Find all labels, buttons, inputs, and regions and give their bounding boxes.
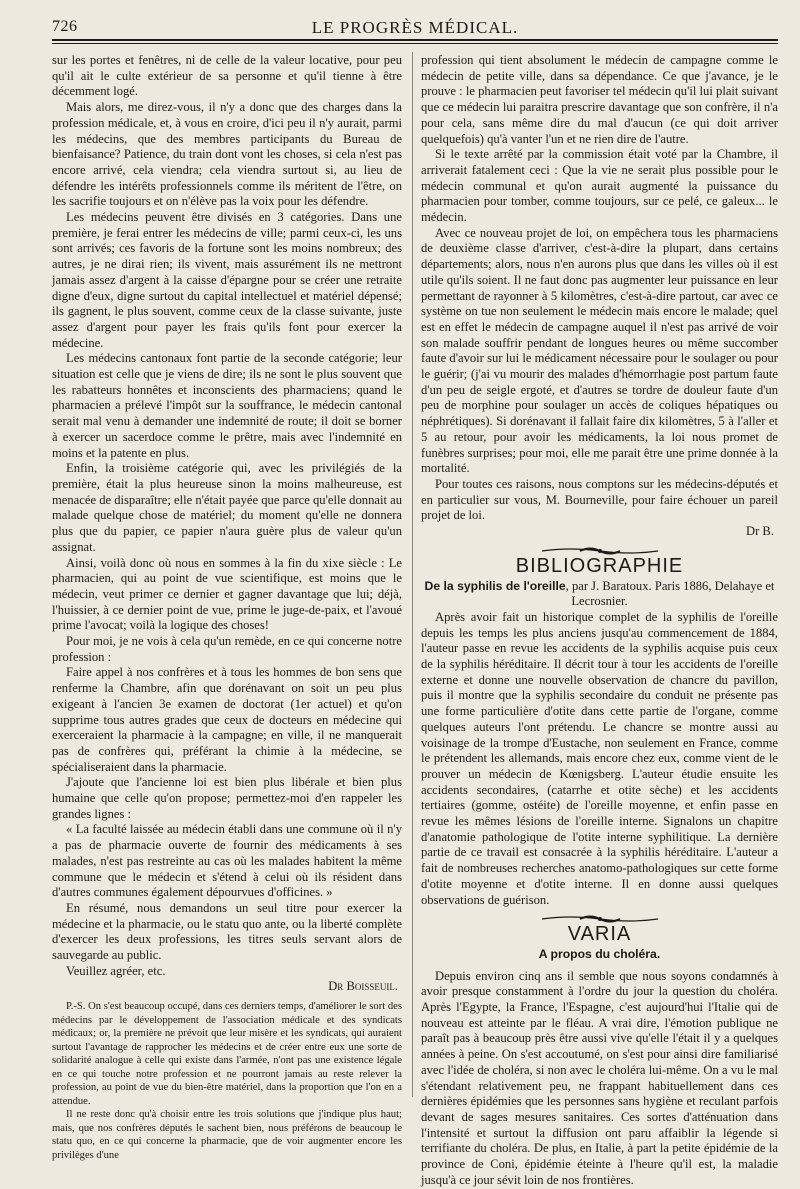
bibliography-entry-title: De la syphilis de l'oreille — [424, 578, 566, 593]
column-divider — [412, 52, 413, 1097]
article-subtitle: A propos du choléra. — [538, 946, 661, 961]
right-column — [421, 53, 778, 1189]
postscript — [52, 1000, 402, 1162]
paragraph: Pour toutes ces raisons, nous comptons sur les médecins-députés et en particulier sur vous, M. Bourneville, pour faire échouer un pareil projet de loi. — [421, 476, 778, 523]
header-rule-thin — [52, 43, 778, 44]
paragraph: Après avoir fait un historique complet de la syphilis de l'oreille depuis les temps les plus anciens jusqu'au commencement de 1884, l'auteur passe en revue les accidents de la syphilis acquise puis ceux de la syphilis héréditaire. Il décrit tour à tour les accidents de l'oreille externe et donne une nouvelle observation de chancre du pavillon, puis il montre que la syphilis secondaire du conduit ne présente pas une forme particulière d'otite dans cette partie de l'organe, comme quelques auteurs l'ont prétendu. Le chancre se montre aussi au voisinage de la trompe d'Eustache, non seulement en France, comme le prétendent les allemands, mais encore chez eux, comme vient de le prouver un médecin de Kœnigsberg. L'auteur étudie ensuite les accidents secondaires, (catarrhe et otite sèche) et les accidents tertiaires (gomme, ostéite) de l'oreille moyenne, et enfin passe en revue les mêmes lésions de l'oreille interne. Signalons un chapitre d'anatomie pathologique de l'otite interne syphilitique. La dernière partie de ce travail est consacrée à la syphilis héréditaire. L'auteur a fait de nombreuses recherches anatomo-pathologiques sur cette forme d'otite moyenne et d'otite interne. Il en donne aussi quelques observations de guérison. — [421, 609, 778, 907]
page-header — [52, 18, 778, 40]
paragraph: En résumé, nous demandons un seul titre pour exercer la médecine et la pharmacie, ou le statu quo ante, ou la liberté complète d'exercer les deux professions, les titres seuls servant alors de sauvegarde au public. — [52, 900, 402, 963]
paragraph: Les médecins peuvent être divisés en 3 catégories. Dans une première, je ferai entrer les médecins de ville; parmi ceux-ci, les uns sont arrivés; ces favoris de la fortune sont les moins nombreux; des autres, je ne dirai rien; ils vivent, mais assurément ils ne mettront jamais assez d'argent à la caisse d'épargne pour se créer une retraite digne d'eux, digne surtout du capital intellectuel et matériel dépensé; ils gagnent, le plus souvent, comme ceux de la classe suivante, juste assez d'argent pour payer les frais qu'ils font pour exercer la médecine. — [52, 210, 402, 350]
paragraph: Depuis environ cinq ans il semble que nous soyons condamnés à avoir presque constamment à l'ordre du jour la question du choléra. Après l'Egypte, la France, l'Espagne, c'est aujourd'hui l'Italie qui de nouveau est atteinte par le fléau. A vrai dire, l'émotion publique ne paraît pas à beaucoup près être aussi vive qu'elle l'était il y a quelques années à peine. On s'est accoutumé, on s'est pour ainsi dire familiarisé avec l'idée de choléra, si non avec le choléra lui-même. On a vu le mal s'étendant relativement peu, ne frappant habituellement dans ces dernières épidémies que les personnes sans hygiène et reculant parfois devant de sages mesures sanitaires. Ces sortes d'atténuation dans l'intensité et surtout la diffusion ont paru affaiblir la légende si terrifiante du choléra. De plus, en Italie, à part la petite épidémie de la province de Coni, épidémie éteinte à l'heure qu'il est, la maladie jusqu'à ce jour sévit loin de nos frontières. — [421, 968, 778, 1187]
bibliography-entry-heading — [421, 579, 778, 610]
paragraph: Ainsi, voilà donc où nous en sommes à la fin du xixe siècle : Le pharmacien, qui au point de vue scientifique, est moins que le médecin, veut primer ce dernier et gagner davantage que lui; déjà, l'huissier, à ce dernier point de vue, prime le juge-de-paix, et l'avoué prime l'avocat; voilà la logique des choses! — [52, 555, 402, 633]
running-title: LE PROGRÈS MÉDICAL. — [311, 18, 519, 37]
quotation: « La faculté laissée au médecin établi dans une commune où il n'y a pas de pharmacie ouverte de fournir des médicaments à ses malades, n'est pas restreinte au cas où les malades habitent la même commune que le médecin et s'étend à celui où ils résident dans d'autres communes également dépourvues d'officines. » — [52, 822, 402, 900]
page-number: 726 — [52, 18, 78, 35]
ornament-divider-icon — [421, 545, 778, 555]
paragraph: Les médecins cantonaux font partie de la seconde catégorie; leur situation est celle que je viens de dire; ils ne sont le plus souvent que les rabatteurs honnêtes et inconscients des pharmaciens; quand le pharmacien a prélevé l'impôt sur la souffrance, le médecin cantonal serait mal venu à demander une indemnité de route; il doit se borner à exercer un sacerdoce comme le prêtre, mais avec l'indemnité en moins et la patente en plus. — [52, 351, 402, 460]
left-column — [52, 53, 402, 1162]
paragraph: sur les portes et fenêtres, ni de celle de la valeur locative, pour peu qu'il ait le culte extérieur de sa personne et qu'il tienne à être décemment logé. — [52, 53, 402, 99]
paragraph: Enfin, la troisième catégorie qui, avec les privilégiés de la première, était la plus heureuse sinon la moins malheureuse, est menacée de disparaître; elle n'était payée que parce qu'elle donnait au malade quelque chose de matériel; du moment qu'elle ne donnera plus que du papier, ce papier n'aura guère plus de valeur qu'un assignat. — [52, 461, 402, 554]
signature: Dr Boisseuil. — [328, 979, 398, 994]
closing: Veuillez agréer, etc. — [66, 963, 166, 978]
header-rule-thick — [52, 39, 778, 41]
postscript-paragraph: P.-S. On s'est beaucoup occupé, dans ces derniers temps, d'améliorer le sort des médecins par le développement de l'association médicale et des syndicats médicaux; or, la première ne prévoit que leur misère et les syndicats, qui auraient surtout l'avantage de rapprocher les médecins et de créer entre eux une sorte de solidarité analogue à celle qui existe dans l'armée, n'ont pas une existence légale en ce qui touche notre profession et ne pourront jamais au reste relever la profession, au point de vue du bien-être matériel, dans la proportion que l'on en a attendue. — [52, 1001, 402, 1107]
paragraph: Mais alors, me direz-vous, il n'y a donc que des charges dans la profession médicale, et, à vous en croire, d'ici peu il n'y aurait, parmi les médecins, que des membres participants du Bureau de bienfaisance? Patience, du train dont vont les choses, si cela n'est pas encore arrivé, cela viendra; cela viendra surtout si, au lieu de défendre les intérêts professionnels comme ils méritent de l'être, on les sacrifie toujours et on n'élève pas la voix pour les défendre. — [52, 100, 402, 209]
bibliography-entry-citation: , par J. Baratoux. Paris 1886, Delahaye et Lecrosnier. — [565, 578, 775, 609]
paragraph: Avec ce nouveau projet de loi, on empêchera tous les pharmaciens de deuxième classe d'arriver, c'est-à-dire la plupart, dans certains départements; alors, nous n'en aurons plus que dans les villes où il est utile qu'ils soient. Il ne faut donc pas augmenter leur puissance en leur permettant de rayonner à 5 kilomètres, c'est-à-dire partout, car avec ce système on tue non seulement le médecin mais encore le malade; quel est en effet le médecin de campagne auquel il n'est pas arrivé de voir son malade souffrir pendant de longues heures ou même succomber faute d'avoir sur lui le médicament nécessaire pour le soulager ou pour le guérir; (j'ai vu mourir des malades d'hémorrhagie post partum faute d'un peu de seigle ergoté, et d'autres se tordre de douleur faute d'un peu de morphine pour soulager un accès de coliques hépatiques ou néphrétiques). Si dorénavant il fallait faire dix kilomètres, 5 à l'aller et 5 au retour, pour avoir les médicaments, la loi nous promet de funèbres surprises; pour moi, elle me parait être une prime donnée à la mortalité. — [421, 225, 778, 476]
postscript-paragraph: Il ne reste donc qu'à choisir entre les trois solutions que j'indique plus haut; mais, que nos confrères députés le sachent bien, nous préférons de beaucoup le statu quo, en ce qui concerne la pharmacie, que de voir augmenter encore les privilèges d'une — [52, 1109, 402, 1161]
section-title-varia: VARIA — [567, 923, 632, 946]
paragraph: Pour moi, je ne vois à cela qu'un remède, en ce qui concerne notre profession : — [52, 634, 402, 664]
section-title-bibliographie: BIBLIOGRAPHIE — [515, 554, 684, 577]
ornament-divider-icon — [421, 913, 778, 923]
paragraph: Si le texte arrêté par la commission était voté par la Chambre, il arriverait fatalement ceci : Que la vie ne serait plus possible pour le médecin communal et qu'on aurait augmenté la puissance du pharmacien pour tomber, comme toujours, sur ce pelé, ce galeux... le médecin. — [421, 147, 778, 225]
paragraph: Faire appel à nos confrères et à tous les hommes de bon sens que renferme la Chambre, afin que dorénavant on soit un peu plus exigeant à l'ancien 3e examen de doctorat (1er actuel) et qu'on supprime tous autres grades que ceux de docteurs en médecine qui exerceraient la pharmacie à la campagne; en ville, il ne manquerait pas de confrères qui, préférant la chimie à la médecine, se spécialiseraient dans la pharmacie. — [52, 665, 402, 774]
signature: Dr B. — [746, 524, 774, 539]
paragraph: J'ajoute que l'ancienne loi est bien plus libérale et bien plus humaine que celle qu'on propose; permettez-moi d'en rappeler les grandes lignes : — [52, 775, 402, 821]
paragraph: profession qui tient absolument le médecin de campagne comme le médecin de petite ville, dans sa dépendance. Ce que j'avance, je le prouve : le pharmacien peut favoriser tel médecin qu'il lui plait suivant que ce médecin lui paraitra prescrire davantage que son confrère, il n'a pour cela, sans même dire du mal d'aucun (ce qui doit arriver quelquefois) qu'à vanter l'un et ne rien dire de l'autre. — [421, 53, 778, 146]
